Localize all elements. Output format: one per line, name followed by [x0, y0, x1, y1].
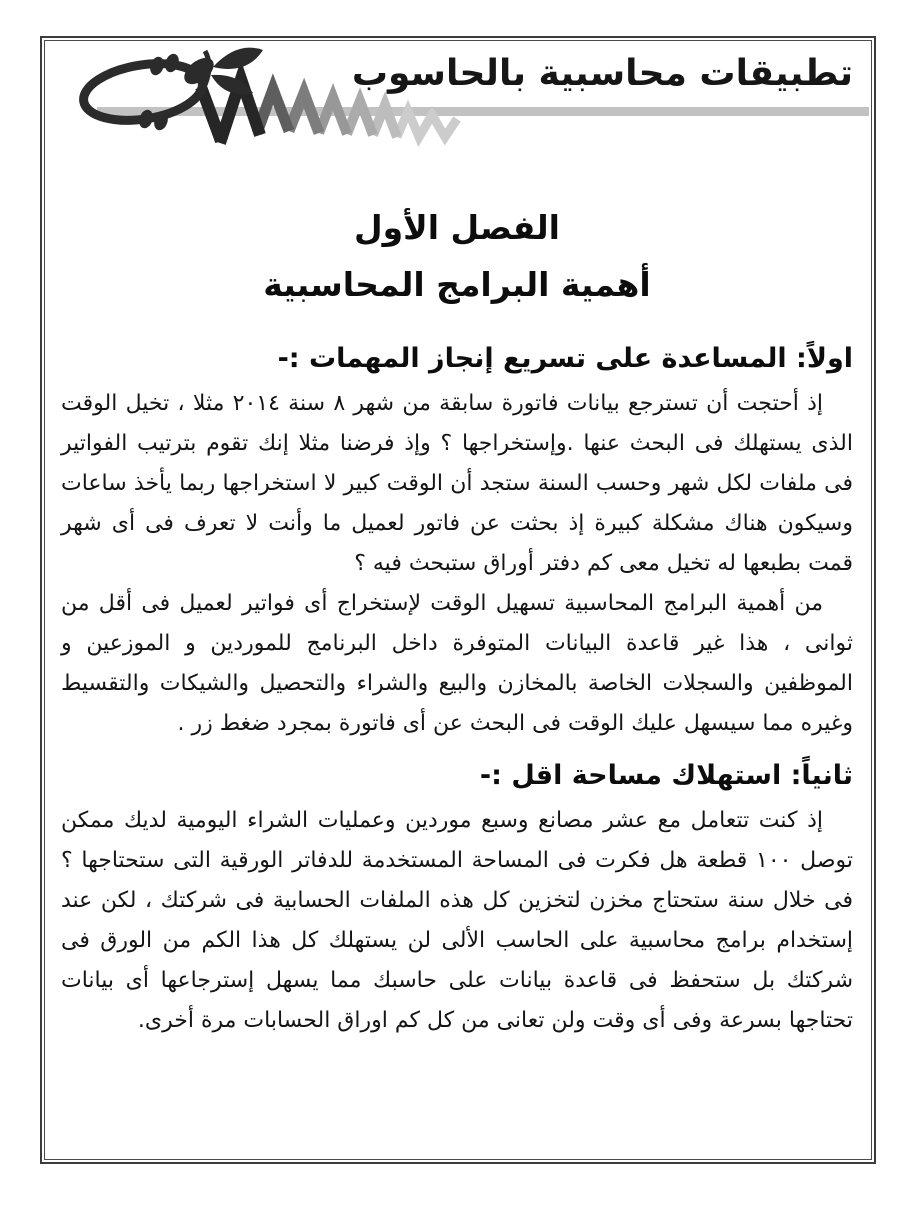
section-heading-first: اولاً: المساعدة على تسريع إنجاز المهمات :-	[277, 343, 853, 374]
paragraph: إذ أحتجت أن تسترجع بيانات فاتورة سابقة من شهر ٨ سنة ٢٠١٤ مثلا ، تخيل الوقت الذى يستهلك فى البحث عنها .وإستخراجها ؟ وإذ فرضنا مثلا إنك تقوم بترتيب الفواتير فى ملفات لكل شهر وحسب السنة ستجد أن الوقت كبير لا استخراجها ربما يأخذ ساعات وسيكون هناك مشكلة كبيرة إذ بحثت عن فاتور لعميل ما وأنت لا تعرف فى أى شهر قمت بطبعها له تخيل معى كم دفتر أوراق ستبحث فيه ؟	[61, 391, 853, 576]
paragraph: إذ كنت تتعامل مع عشر مصانع وسبع موردين وعمليات الشراء اليومية لديك ممكن توصل ١٠٠ قطعة هل فكرت فى المساحة المستخدمة للدفاتر الورقية التى ستحتاجها ؟ فى خلال سنة ستحتاج مخزن لتخزين كل هذه الملفات الحسابية فى شركتك ، لكن عند إستخدام برامج محاسبية على الحاسب الألى لن يستهلك كل هذا الكم من الورق فى شركتك بل ستحفظ فى قاعدة بيانات على حاسبك مما يسهل إسترجاعها أى بيانات تحتاجها بسرعة وفى أى وقت ولن تعانى من كل كم اوراق الحسابات مرة أخرى.	[61, 808, 854, 1033]
page-title: تطبيقات محاسبية بالحاسوب	[351, 53, 853, 94]
chapter-title-block	[61, 199, 853, 313]
paragraph: من أهمية البرامج المحاسبية تسهيل الوقت لإستخراج أى فواتير لعميل فى أقل من ثوانى ، هذا غير قاعدة البيانات المتوفرة داخل البرنامج للموردين و الموزعين و الموظفين والسجلات الخاصة بالمخازن والبيع والشراء والتحصيل والشيكات والتقسيط وغيره مما سيسهل عليك الوقت فى البحث عن أى فاتورة بمجرد ضغط زر .	[61, 591, 853, 736]
chapter-title-line2: أهمية البرامج المحاسبية	[263, 265, 651, 304]
chapter-title-line1: الفصل الأول	[354, 208, 560, 247]
page-border-outer	[40, 36, 876, 1164]
section-heading-second: ثانياً: استهلاك مساحة اقل :-	[479, 760, 853, 791]
document-body	[45, 199, 871, 1041]
document-header	[45, 41, 871, 163]
page-border-inner	[44, 40, 872, 1160]
